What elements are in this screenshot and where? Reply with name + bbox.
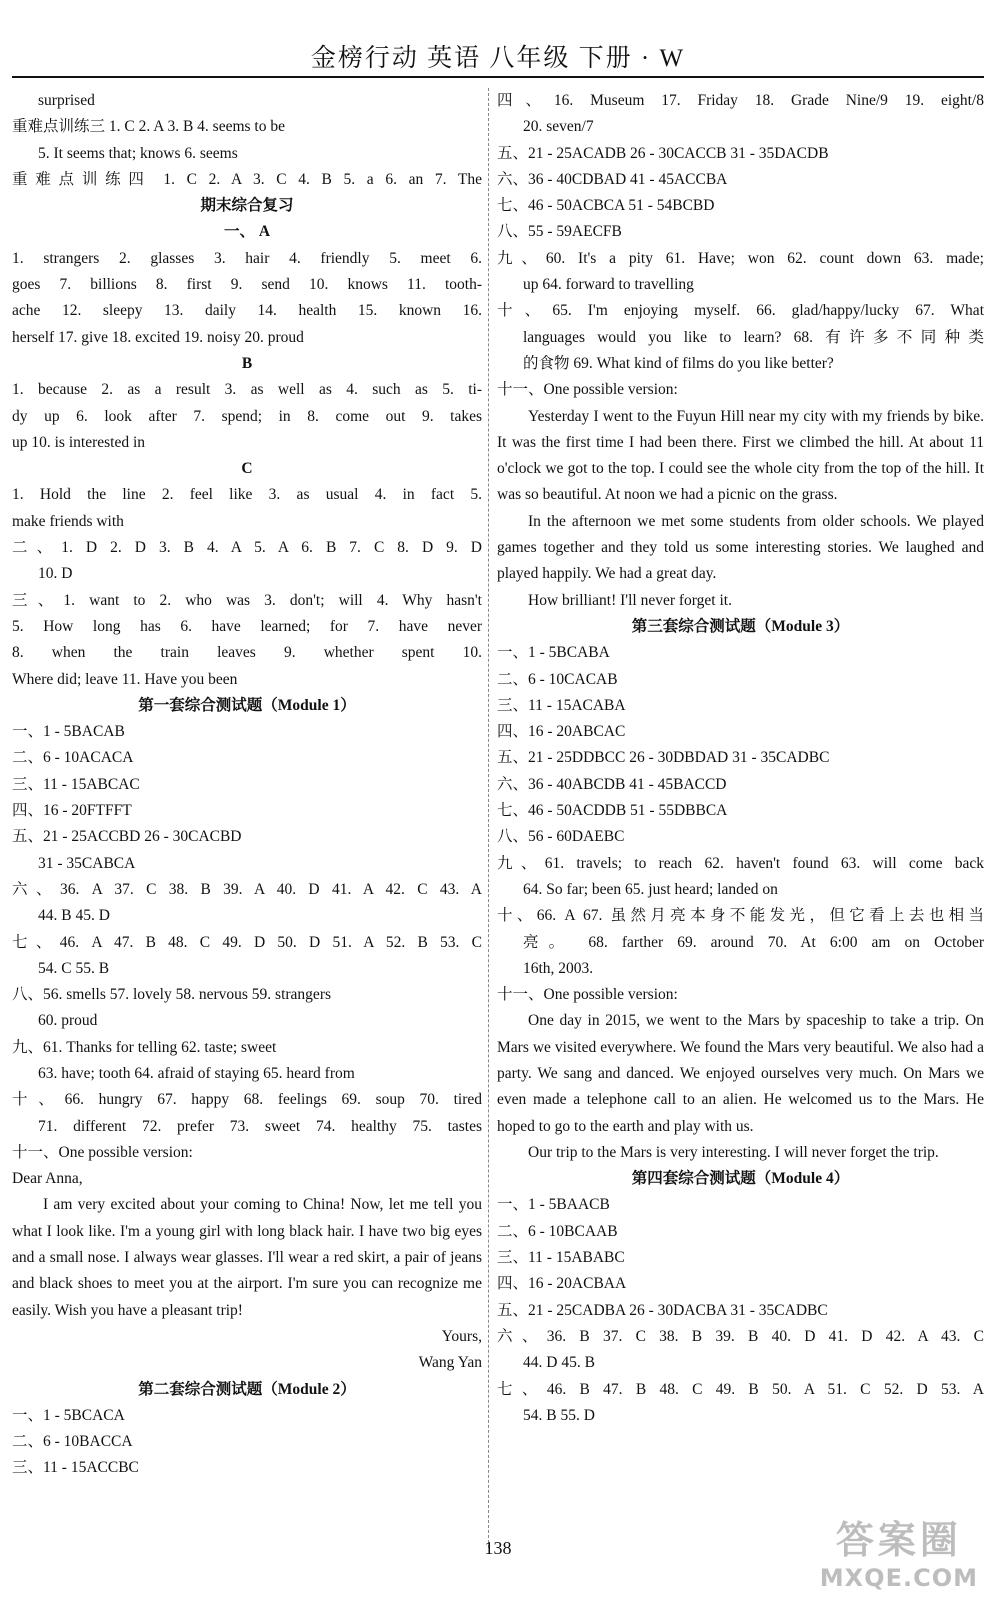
answer-line: 六、36. A 37. C 38. B 39. A 40. D 41. A 42. C 43. A — [12, 880, 482, 898]
answer-line: 16th, 2003. — [523, 959, 594, 977]
answer-line: 三、1. want to 2. who was 3. don't; will 4. Why hasn't — [12, 591, 482, 609]
answer-line: 重难点训练三 1. C 2. A 3. B 4. seems to be — [12, 118, 285, 136]
answer-line: 十一、One possible version: — [497, 381, 678, 399]
answer-line: 60. proud — [38, 1012, 98, 1030]
answer-line: 1. strangers 2. glasses 3. hair 4. friendly 5. meet 6. — [12, 249, 482, 267]
answer-line: 九、61. Thanks for telling 62. taste; sweet — [12, 1038, 277, 1056]
answer-line: 五、21 - 25ACADB 26 - 30CACCB 31 - 35DACDB — [497, 144, 829, 162]
answer-line: 九、61. travels; to reach 62. haven't found 63. will come back — [497, 854, 984, 872]
essay-paragraph: In the afternoon we met some students from older schools. We played games together and they told us some interesting stories. We laughed and played happily. We had a great day. — [497, 512, 988, 583]
answer-line: 31 - 35CABCA — [38, 854, 136, 872]
essay-paragraph: How brilliant! I'll never forget it. — [528, 591, 732, 609]
answer-line: Dear Anna, — [12, 1170, 83, 1188]
essay-paragraph: I am very excited about your coming to China! Now, let me tell you what I look like. I'm a young girl with long black hair. I have two big eyes and a small nose. I always wear glasses. I'll wear a red skirt, a pair of jeans and black shoes to meet you at the airport. I'm sure you can recognize me easily. Wish you have a pleasant trip! — [12, 1196, 486, 1319]
answer-line: 1. because 2. as a result 3. as well as 4. such as 5. ti- — [12, 381, 482, 399]
answer-line: 八、55 - 59AECFB — [497, 223, 622, 241]
essay-paragraph: One day in 2015, we went to the Mars by spaceship to take a trip. On Mars we visited everywhere. We found the Mars very beautiful. We also had a party. We sang and danced. We enjoyed ourselves very much. On Mars we even made a telephone call to an alien. He welcomed us to the Mars. He hoped to go to the earth and play with us. — [497, 1012, 988, 1135]
answer-line: 64. So far; been 65. just heard; landed on — [523, 880, 778, 898]
watermark-brand: 答案圈 — [835, 1518, 962, 1562]
section-heading: C — [241, 460, 253, 478]
answer-line: 三、11 - 15ACABA — [497, 696, 626, 714]
answer-line: Yours, — [441, 1327, 482, 1345]
answer-line: 一、1 - 5BCACA — [12, 1406, 125, 1424]
answer-line: 十、65. I'm enjoying myself. 66. glad/happy/lucky 67. What — [497, 302, 984, 320]
answer-line: 六、36 - 40CDBAD 41 - 45ACCBA — [497, 170, 728, 188]
answer-line: 5. It seems that; knows 6. seems — [38, 144, 238, 162]
answer-line: 七、46 - 50ACBCA 51 - 54BCBD — [497, 197, 715, 215]
answer-line: 63. have; tooth 64. afraid of staying 65. heard from — [38, 1064, 355, 1082]
section-heading: 第一套综合测试题（Module 1） — [138, 696, 356, 714]
answer-line: 五、21 - 25ACCBD 26 - 30CACBD — [12, 828, 242, 846]
answer-line: 二、6 - 10BCAAB — [497, 1222, 618, 1240]
answer-line: 四、16 - 20ABCAC — [497, 723, 626, 741]
column-divider — [488, 88, 489, 1548]
answer-line: languages would you like to learn? 68. 有许多不同种类 — [523, 328, 984, 346]
answer-line: 十一、One possible version: — [497, 986, 678, 1004]
answer-line: 五、21 - 25CADBA 26 - 30DACBA 31 - 35CADBC — [497, 1301, 828, 1319]
answer-line: 四、16 - 20ACBAA — [497, 1275, 627, 1293]
answer-line: 54. C 55. B — [38, 959, 110, 977]
answer-line: 20. seven/7 — [523, 118, 594, 136]
answer-line: 七、46. A 47. B 48. C 49. D 50. D 51. A 52. B 53. C — [12, 933, 482, 951]
answer-line: 十、66. hungry 67. happy 68. feelings 69. soup 70. tired — [12, 1091, 482, 1109]
watermark-url: MXQE.COM — [819, 1564, 978, 1592]
answer-line: 1. Hold the line 2. feel like 3. as usual 4. in fact 5. — [12, 486, 482, 504]
answer-line: dy up 6. look after 7. spend; in 8. come out 9. takes — [12, 407, 482, 425]
answer-line: 44. B 45. D — [38, 907, 110, 925]
essay-paragraph: Yesterday I went to the Fuyun Hill near my city with my friends by bike. It was the first time I had been there. First we climbed the hill. At about 11 o'clock we got to the top. I could see the whole city from the top of the hill. It was so beautiful. At noon we had a picnic on the grass. — [497, 407, 988, 504]
answer-line: 四、16 - 20FTFFT — [12, 802, 132, 820]
answer-line: 二、6 - 10ACACA — [12, 749, 134, 767]
left-answer-column — [12, 88, 486, 1482]
answer-line: 的食物 69. What kind of films do you like better? — [523, 354, 834, 372]
answer-line: up 10. is interested in — [12, 433, 146, 451]
answer-line: 三、11 - 15ACCBC — [12, 1459, 139, 1477]
answer-line: 四、16. Museum 17. Friday 18. Grade Nine/9 19. eight/8 — [497, 92, 984, 109]
answer-line: 五、21 - 25DDBCC 26 - 30DBDAD 31 - 35CADBC — [497, 749, 830, 767]
answer-line: 八、56. smells 57. lovely 58. nervous 59. strangers — [12, 986, 332, 1004]
answer-line: 三、11 - 15ABCAC — [12, 775, 140, 793]
answer-line: 二、6 - 10CACAB — [497, 670, 618, 688]
answer-line: 10. D — [38, 565, 73, 583]
section-heading: B — [241, 354, 253, 372]
answer-line: 二、1. D 2. D 3. B 4. A 5. A 6. B 7. C 8. D 9. D — [12, 539, 482, 557]
section-heading: 第四套综合测试题（Module 4） — [631, 1170, 850, 1188]
answer-line: make friends with — [12, 512, 124, 530]
answer-line: 一、1 - 5BAACB — [497, 1196, 610, 1214]
answer-line: 一、1 - 5BCABA — [497, 644, 610, 662]
section-heading: 期末综合复习 — [200, 197, 294, 215]
answer-line: 44. D 45. B — [523, 1354, 595, 1372]
section-heading: 第二套综合测试题（Module 2） — [138, 1380, 356, 1398]
answer-line: Wang Yan — [418, 1354, 482, 1372]
answer-line: up 64. forward to travelling — [523, 276, 694, 294]
answer-line: 六、36. B 37. C 38. B 39. B 40. D 41. D 42. A 43. C — [497, 1327, 984, 1345]
answer-line: surprised — [38, 92, 95, 109]
answer-line: 71. different 72. prefer 73. sweet 74. healthy 75. tastes — [38, 1117, 482, 1135]
answer-line: 十一、One possible version: — [12, 1143, 193, 1161]
answer-line: 二、6 - 10BACCA — [12, 1433, 133, 1451]
answer-line: 重难点训练四 1. C 2. A 3. C 4. B 5. a 6. an 7. The — [12, 170, 482, 188]
section-heading: 第三套综合测试题（Module 3） — [631, 617, 850, 635]
watermark-logo — [820, 1509, 978, 1592]
answer-line: 54. B 55. D — [523, 1406, 595, 1424]
answer-line: 七、46 - 50ACDDB 51 - 55DBBCA — [497, 802, 728, 820]
page-number: 138 — [484, 1538, 512, 1558]
answer-line: 5. How long has 6. have learned; for 7. have never — [12, 617, 482, 635]
answer-line: Where did; leave 11. Have you been — [12, 670, 238, 688]
answer-line: herself 17. give 18. excited 19. noisy 20. proud — [12, 328, 304, 346]
answer-line: 亮。 68. farther 69. around 70. At 6:00 am on October — [523, 933, 984, 951]
section-heading: 一、 A — [223, 223, 271, 241]
essay-paragraph: Our trip to the Mars is very interesting. I will never forget the trip. — [528, 1143, 939, 1161]
answer-line: 三、11 - 15ABABC — [497, 1249, 625, 1267]
answer-line: 九、60. It's a pity 61. Have; won 62. count down 63. made; — [497, 249, 984, 267]
header-rule — [12, 76, 984, 78]
answer-line: ache 12. sleepy 13. daily 14. health 15. known 16. — [12, 302, 482, 320]
answer-line: goes 7. billions 8. first 9. send 10. knows 11. tooth- — [12, 276, 482, 294]
right-answer-column — [497, 88, 988, 1429]
answer-line: 七、46. B 47. B 48. C 49. B 50. A 51. C 52. D 53. A — [497, 1380, 984, 1398]
page-header: 金榜行动 英语 八年级 下册 · W — [310, 45, 686, 72]
answer-line: 一、1 - 5BACAB — [12, 723, 125, 741]
answer-line: 十、66. A 67. 虽然月亮本身不能发光，但它看上去也相当 — [497, 907, 984, 925]
answer-line: 六、36 - 40ABCDB 41 - 45BACCD — [497, 775, 727, 793]
answer-line: 8. when the train leaves 9. whether spent 10. — [12, 644, 482, 662]
answer-line: 八、56 - 60DAEBC — [497, 828, 625, 846]
